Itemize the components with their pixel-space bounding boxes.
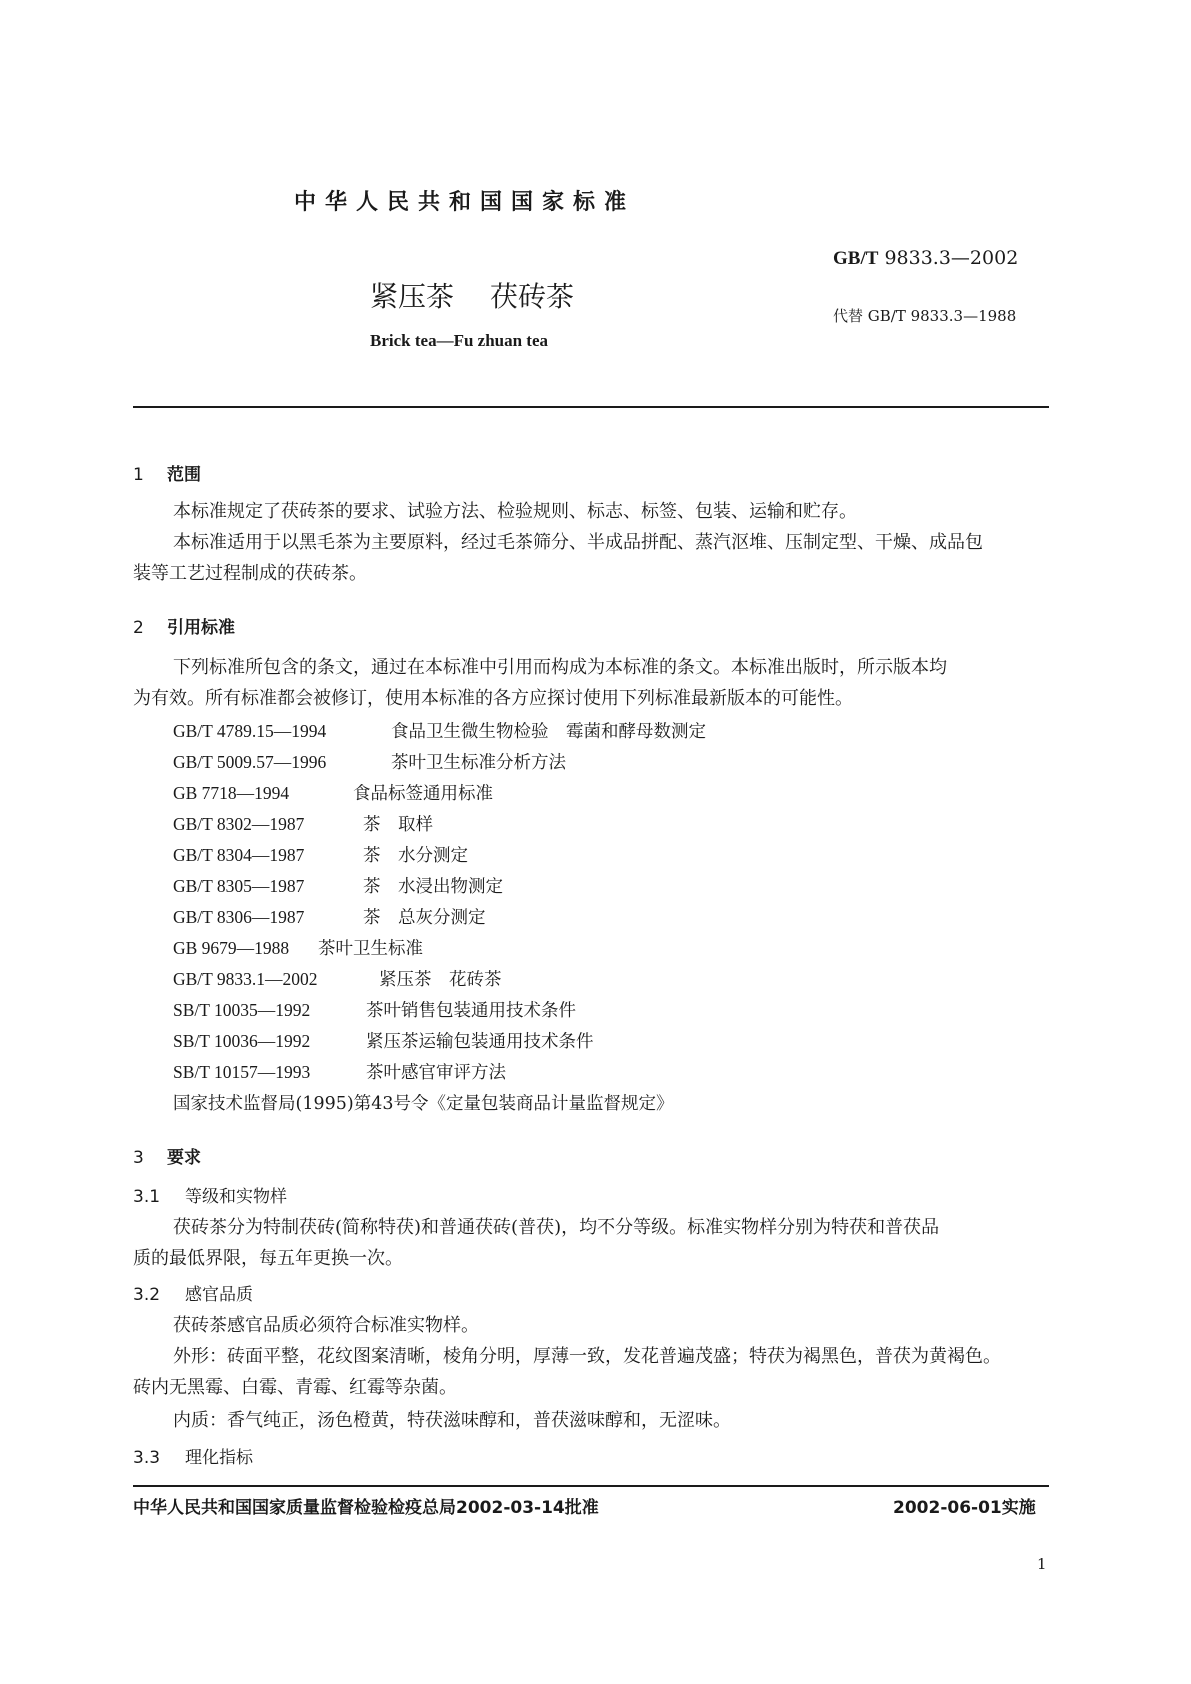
section-1-paragraph-2b: 装等工艺过程制成的茯砖茶。 (133, 563, 367, 584)
reference-item: SB/T 10035—1992 茶叶销售包装通用技术条件 (173, 1000, 576, 1021)
reference-item: GB/T 8302—1987 茶 取样 (173, 814, 433, 835)
section-2-paragraph-a: 下列标准所包含的条文，通过在本标准中引用而构成为本标准的条文。本标准出版时，所示版本均 (173, 657, 947, 678)
reference-item: GB/T 5009.57—1996 茶叶卫生标准分析方法 (173, 752, 566, 773)
subsection-3-2-paragraph-1: 茯砖茶感官品质必须符合标准实物样。 (173, 1315, 479, 1336)
section-1-paragraph-2a: 本标准适用于以黑毛茶为主要原料，经过毛茶筛分、半成品拼配、蒸汽沤堆、压制定型、干燥、成品包 (173, 532, 983, 553)
reference-item: GB/T 8305—1987 茶 水浸出物测定 (173, 876, 503, 897)
subsection-3-2-paragraph-3: 内质：香气纯正，汤色橙黄，特茯滋味醇和，普茯滋味醇和，无涩味。 (173, 1410, 731, 1431)
page-number: 1 (1037, 1555, 1047, 1573)
subsection-3-3-heading: 3.3 理化指标 (133, 1448, 253, 1468)
subsection-3-2-paragraph-2a: 外形：砖面平整，花纹图案清晰，棱角分明，厚薄一致，发花普遍茂盛；特茯为褐黑色，普茯为黄褐色。 (173, 1346, 1001, 1367)
reference-item: SB/T 10036—1992 紧压茶运输包装通用技术条件 (173, 1031, 594, 1052)
header-divider (133, 406, 1049, 408)
section-2-heading: 2 引用标准 (133, 618, 235, 638)
footer-divider (133, 1485, 1049, 1487)
page-title (370, 275, 574, 315)
effective-date: 2002-06-01实施 (893, 1498, 1036, 1518)
title-part-2: 茯砖茶 (490, 280, 575, 313)
reference-item: GB/T 8306—1987 茶 总灰分测定 (173, 907, 486, 928)
approval-line: 中华人民共和国国家质量监督检验检疫总局2002-03-14批准 (133, 1498, 599, 1518)
subsection-3-1-paragraph-b: 质的最低界限，每五年更换一次。 (133, 1248, 403, 1269)
replaces-standard: 代替 GB/T 9833.3—1988 (833, 307, 1017, 325)
reference-item: GB 9679—1988 茶叶卫生标准 (173, 938, 423, 959)
standard-prefix: GB/T (833, 248, 879, 269)
subsection-3-2-paragraph-2b: 砖内无黑霉、白霉、青霉、红霉等杂菌。 (133, 1377, 457, 1398)
reference-item: GB 7718—1994 食品标签通用标准 (173, 783, 493, 804)
national-standard-heading: 中华人民共和国国家标准 (294, 190, 636, 215)
section-1-heading: 1 范围 (133, 465, 201, 485)
title-part-1: 紧压茶 (370, 280, 455, 313)
reference-item: GB/T 8304—1987 茶 水分测定 (173, 845, 468, 866)
standard-code: 9833.3—2002 (884, 247, 1019, 269)
reference-item: SB/T 10157—1993 茶叶感官审评方法 (173, 1062, 506, 1083)
reference-item: GB/T 9833.1—2002 紧压茶 花砖茶 (173, 969, 502, 990)
subsection-3-1-heading: 3.1 等级和实物样 (133, 1187, 287, 1207)
section-2-paragraph-b: 为有效。所有标准都会被修订，使用本标准的各方应探讨使用下列标准最新版本的可能性。 (133, 688, 853, 709)
reference-item-regulation: 国家技术监督局(1995)第43号令《定量包装商品计量监督规定》 (173, 1094, 674, 1114)
standard-number (833, 247, 1018, 270)
reference-item: GB/T 4789.15—1994 食品卫生微生物检验 霉菌和酵母数测定 (173, 721, 706, 742)
subsection-3-2-heading: 3.2 感官品质 (133, 1285, 253, 1305)
english-title: Brick tea—Fu zhuan tea (370, 331, 549, 350)
section-1-paragraph-1: 本标准规定了茯砖茶的要求、试验方法、检验规则、标志、标签、包装、运输和贮存。 (173, 501, 857, 522)
section-3-heading: 3 要求 (133, 1148, 201, 1168)
subsection-3-1-paragraph-a: 茯砖茶分为特制茯砖(简称特茯)和普通茯砖(普茯)，均不分等级。标准实物样分别为特茯和普茯品 (173, 1217, 940, 1238)
